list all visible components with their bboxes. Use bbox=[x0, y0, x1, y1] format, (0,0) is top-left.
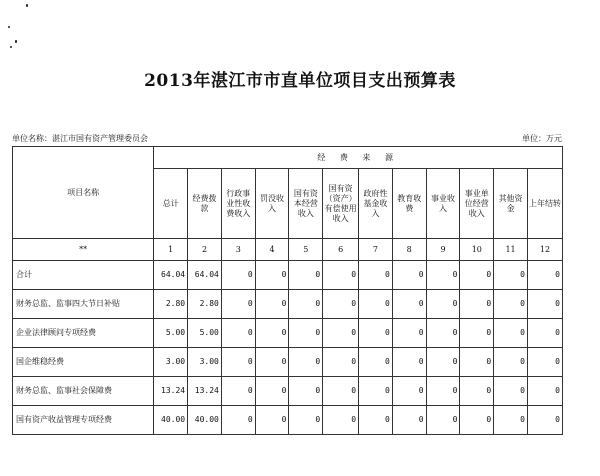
column-number: 10 bbox=[460, 239, 494, 261]
row-value: 0 bbox=[289, 261, 323, 290]
row-value: 40.00 bbox=[188, 406, 222, 435]
row-value: 0 bbox=[527, 406, 562, 435]
row-value: 0 bbox=[494, 377, 528, 406]
column-index-row bbox=[13, 239, 563, 261]
unit-measure: 单位：万元 bbox=[522, 134, 562, 143]
row-value: 0 bbox=[460, 406, 494, 435]
row-value: 0 bbox=[426, 261, 460, 290]
row-value: 2.80 bbox=[154, 290, 188, 319]
row-value: 0 bbox=[460, 261, 494, 290]
row-value: 5.00 bbox=[154, 319, 188, 348]
row-value: 0 bbox=[221, 377, 255, 406]
row-value: 0 bbox=[460, 319, 494, 348]
row-value: 0 bbox=[527, 377, 562, 406]
row-value: 0 bbox=[494, 290, 528, 319]
row-value: 0 bbox=[527, 348, 562, 377]
column-number: 3 bbox=[221, 239, 255, 261]
row-value: 0 bbox=[255, 261, 289, 290]
column-header: 国有资（资产）有偿使用收入 bbox=[323, 169, 359, 239]
column-header: 罚没收入 bbox=[255, 169, 289, 239]
column-number: 1 bbox=[154, 239, 188, 261]
row-value: 3.00 bbox=[154, 348, 188, 377]
row-value: 0 bbox=[426, 406, 460, 435]
row-value: 64.04 bbox=[154, 261, 188, 290]
column-header: 行政事业性收费收入 bbox=[221, 169, 255, 239]
row-value: 13.24 bbox=[188, 377, 222, 406]
column-header: 上年结转 bbox=[527, 169, 562, 239]
row-value: 0 bbox=[426, 377, 460, 406]
row-value: 0 bbox=[359, 319, 393, 348]
row-value: 0 bbox=[460, 348, 494, 377]
column-header: 教育收费 bbox=[392, 169, 426, 239]
index-label: ** bbox=[13, 239, 154, 261]
column-header: 国有资本经营收入 bbox=[289, 169, 323, 239]
row-project-name: 财务总监、监事四大节日补贴 bbox=[13, 290, 154, 319]
row-value: 0 bbox=[494, 319, 528, 348]
column-number: 2 bbox=[188, 239, 222, 261]
row-value: 0 bbox=[527, 319, 562, 348]
row-value: 0 bbox=[494, 261, 528, 290]
column-header: 事业单位经营收入 bbox=[460, 169, 494, 239]
scan-speck bbox=[26, 4, 28, 7]
row-value: 0 bbox=[221, 261, 255, 290]
column-number: 12 bbox=[527, 239, 562, 261]
scan-speck bbox=[10, 46, 12, 48]
row-value: 0 bbox=[392, 261, 426, 290]
table-row bbox=[13, 319, 563, 348]
column-number: 11 bbox=[494, 239, 528, 261]
table-row bbox=[13, 377, 563, 406]
document-title: 2013年湛江市市直单位项目支出预算表 bbox=[144, 71, 456, 91]
row-value: 0 bbox=[392, 377, 426, 406]
row-value: 0 bbox=[426, 319, 460, 348]
column-number: 8 bbox=[392, 239, 426, 261]
funding-sources-header: 经 费 来 源 bbox=[154, 147, 563, 169]
row-value: 0 bbox=[323, 406, 359, 435]
row-value: 0 bbox=[255, 377, 289, 406]
row-value: 2.80 bbox=[188, 290, 222, 319]
column-header: 经费拨款 bbox=[188, 169, 222, 239]
project-name-header: 项目名称 bbox=[13, 147, 154, 239]
row-value: 0 bbox=[255, 406, 289, 435]
row-value: 0 bbox=[221, 319, 255, 348]
row-value: 0 bbox=[392, 319, 426, 348]
column-number: 7 bbox=[359, 239, 393, 261]
row-value: 0 bbox=[323, 319, 359, 348]
row-value: 0 bbox=[323, 377, 359, 406]
row-value: 3.00 bbox=[188, 348, 222, 377]
column-header: 政府性基金收入 bbox=[359, 169, 393, 239]
scan-speck bbox=[15, 40, 17, 43]
row-value: 0 bbox=[323, 261, 359, 290]
row-value: 0 bbox=[221, 348, 255, 377]
column-header: 其他资金 bbox=[494, 169, 528, 239]
row-value: 0 bbox=[426, 290, 460, 319]
row-value: 0 bbox=[255, 319, 289, 348]
row-value: 0 bbox=[255, 348, 289, 377]
row-value: 5.00 bbox=[188, 319, 222, 348]
row-value: 0 bbox=[460, 290, 494, 319]
row-value: 0 bbox=[527, 261, 562, 290]
row-value: 0 bbox=[289, 348, 323, 377]
table-row bbox=[13, 406, 563, 435]
row-value: 0 bbox=[255, 290, 289, 319]
row-value: 0 bbox=[527, 290, 562, 319]
row-project-name: 国有资产收益管理专项经费 bbox=[13, 406, 154, 435]
row-value: 0 bbox=[392, 406, 426, 435]
row-value: 0 bbox=[289, 290, 323, 319]
column-header: 事业收入 bbox=[426, 169, 460, 239]
row-value: 0 bbox=[460, 377, 494, 406]
row-value: 0 bbox=[359, 377, 393, 406]
row-value: 0 bbox=[323, 290, 359, 319]
row-value: 0 bbox=[392, 290, 426, 319]
row-value: 40.00 bbox=[154, 406, 188, 435]
column-header: 总计 bbox=[154, 169, 188, 239]
row-value: 13.24 bbox=[154, 377, 188, 406]
row-project-name: 合计 bbox=[13, 261, 154, 290]
column-number: 4 bbox=[255, 239, 289, 261]
scan-speck bbox=[8, 26, 10, 28]
row-value: 0 bbox=[221, 290, 255, 319]
row-value: 0 bbox=[359, 348, 393, 377]
row-value: 0 bbox=[426, 348, 460, 377]
row-project-name: 财务总监、监事社会保障费 bbox=[13, 377, 154, 406]
row-value: 0 bbox=[359, 290, 393, 319]
table-row bbox=[13, 261, 563, 290]
row-value: 0 bbox=[494, 406, 528, 435]
budget-table bbox=[12, 146, 563, 435]
row-value: 0 bbox=[289, 319, 323, 348]
row-value: 0 bbox=[494, 348, 528, 377]
row-project-name: 企业法律顾问专项经费 bbox=[13, 319, 154, 348]
row-project-name: 国企维稳经费 bbox=[13, 348, 154, 377]
row-value: 0 bbox=[392, 348, 426, 377]
row-value: 0 bbox=[221, 406, 255, 435]
row-value: 0 bbox=[289, 406, 323, 435]
column-number: 6 bbox=[323, 239, 359, 261]
column-number: 5 bbox=[289, 239, 323, 261]
table-body bbox=[13, 261, 563, 435]
unit-name: 单位名称：湛江市国有资产管理委员会 bbox=[12, 134, 148, 143]
row-value: 64.04 bbox=[188, 261, 222, 290]
table-row bbox=[13, 348, 563, 377]
table-row bbox=[13, 290, 563, 319]
row-value: 0 bbox=[323, 348, 359, 377]
row-value: 0 bbox=[289, 377, 323, 406]
column-number: 9 bbox=[426, 239, 460, 261]
row-value: 0 bbox=[359, 261, 393, 290]
row-value: 0 bbox=[359, 406, 393, 435]
